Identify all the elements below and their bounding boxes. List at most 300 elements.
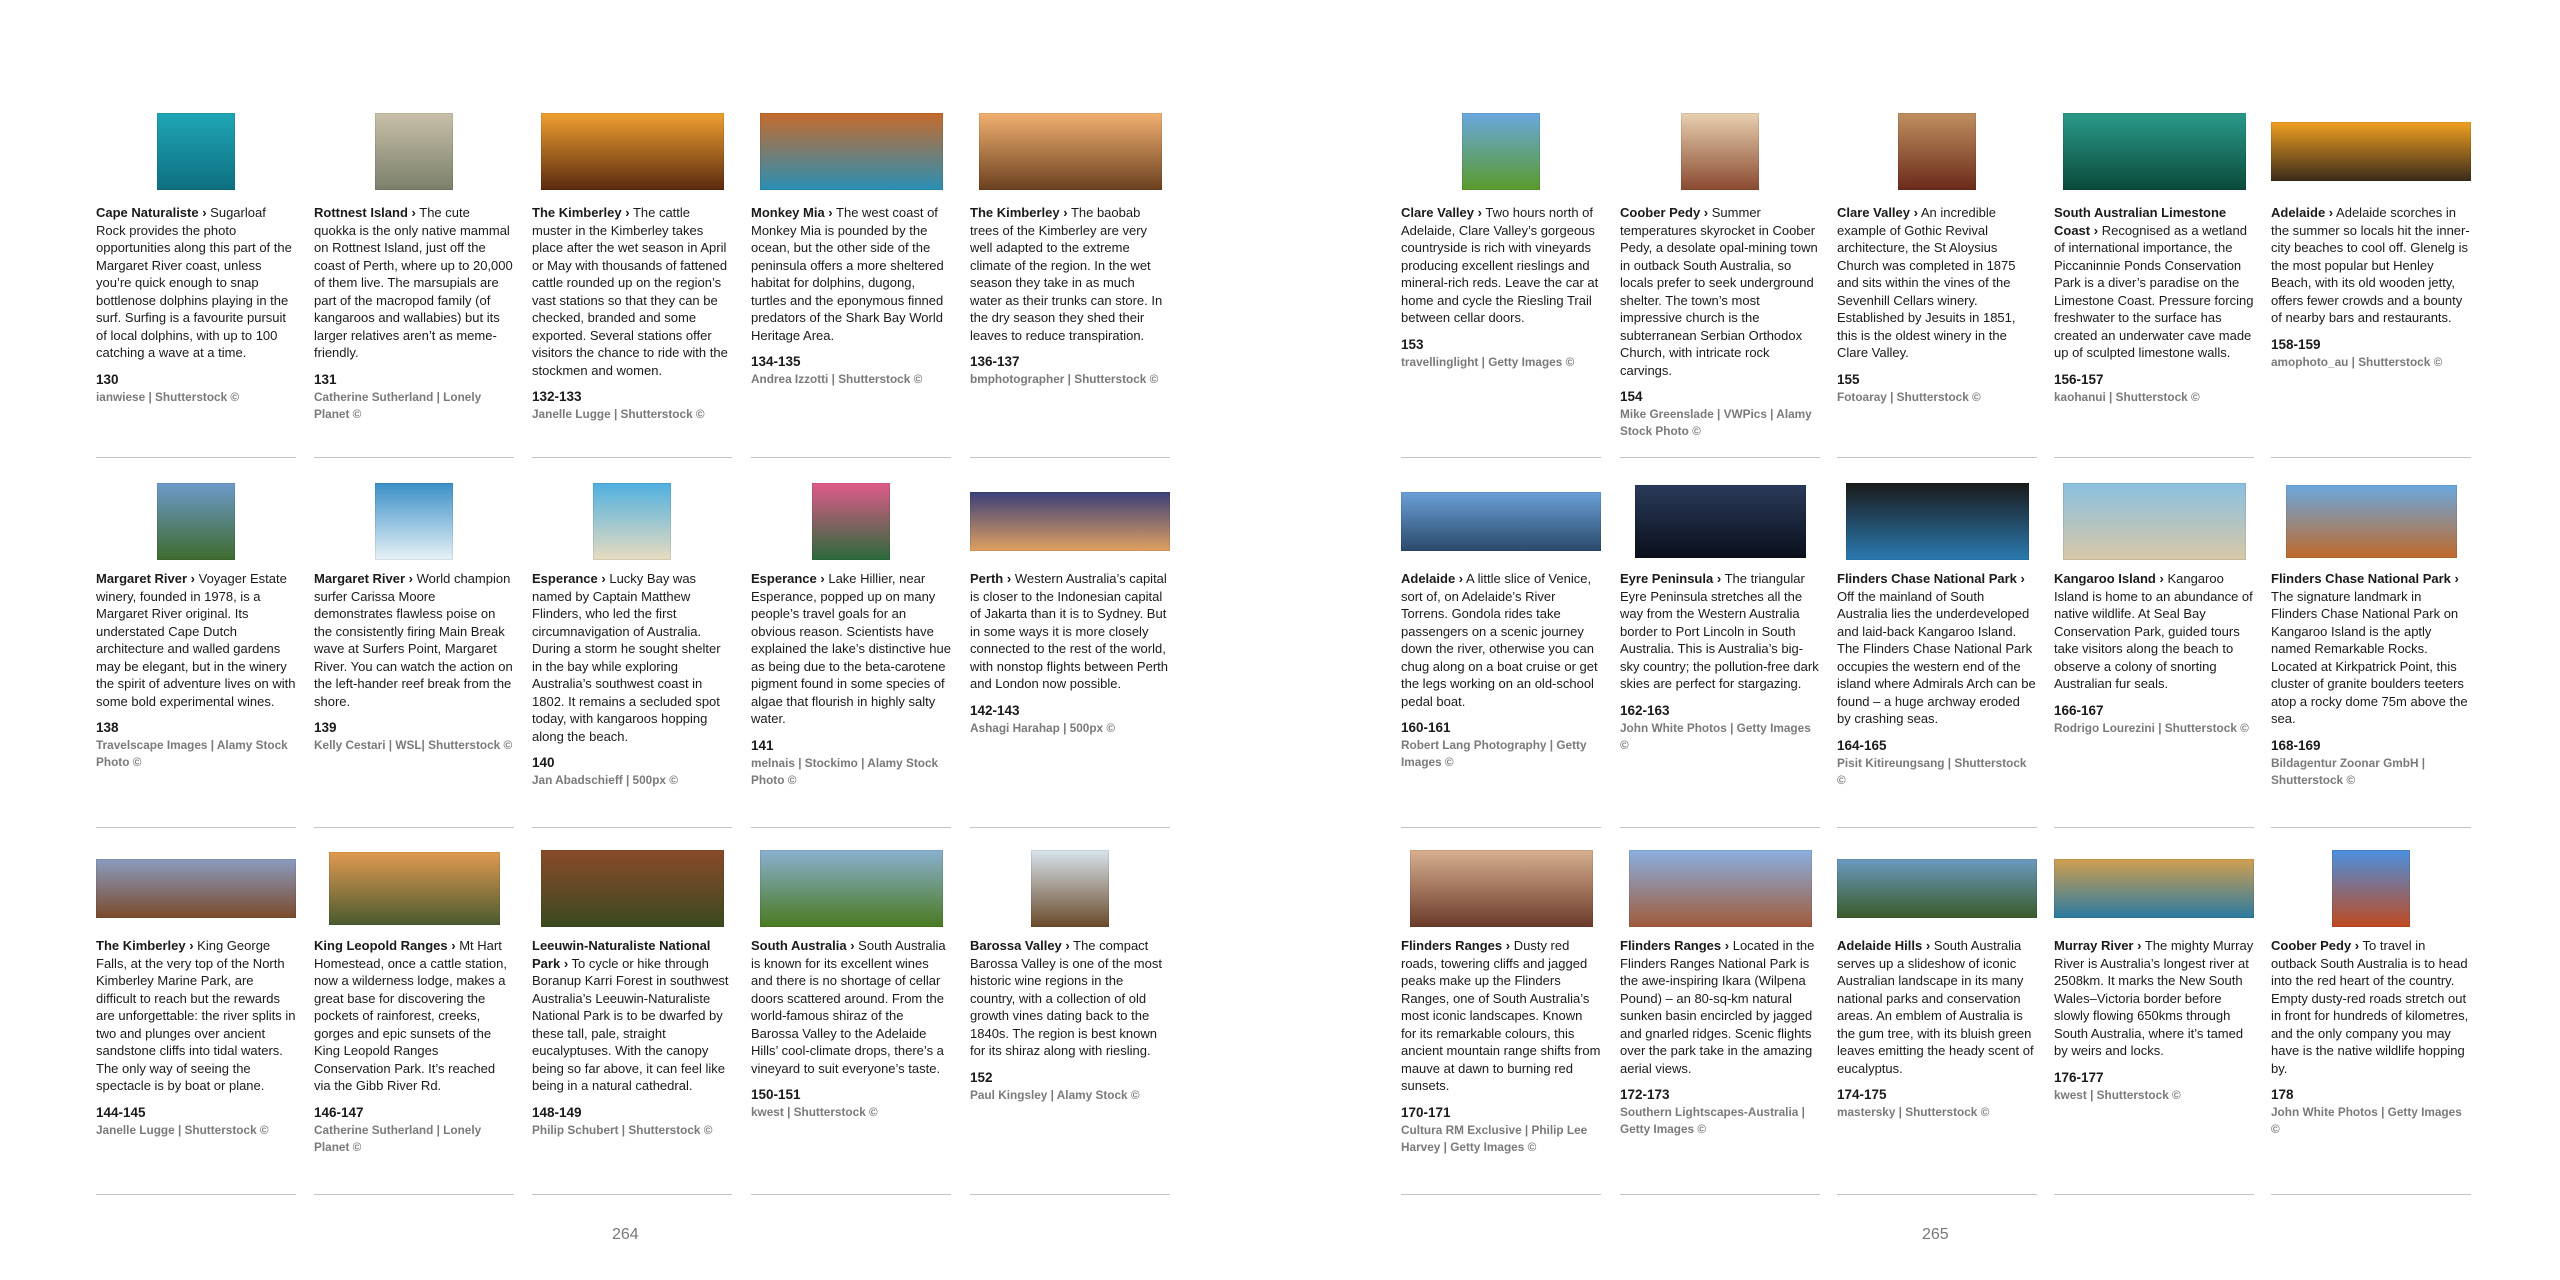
caption [96, 570, 296, 771]
photo-credit: kaohanui | Shutterstock © [2054, 389, 2200, 404]
divider [532, 1194, 732, 1195]
location-title: Esperance [751, 571, 817, 586]
credit-entry [751, 108, 951, 458]
thumbnail-photo [1635, 485, 1806, 558]
caption-text: To travel in outback South Australia is to head into the red heart of the country. Empty dusty-red roads stretch out in front for hundreds of kilometres, and the only company you may have is the native wildlife hopping by. [2271, 938, 2469, 1076]
separator-chevron-icon: › [1003, 571, 1012, 586]
caption-body [532, 204, 732, 379]
page-reference: 172-173 [1620, 1087, 1670, 1102]
thumbnail-frame [1837, 108, 2037, 194]
caption-body [1401, 204, 1601, 327]
caption-body [314, 937, 514, 1095]
separator-chevron-icon: › [1910, 205, 1918, 220]
photo-credit: Bildagentur Zoonar GmbH | Shutterstock © [2271, 755, 2426, 787]
separator-chevron-icon: › [185, 938, 194, 953]
page-reference: 170-171 [1401, 1104, 1451, 1120]
separator-chevron-icon: › [2450, 571, 2459, 586]
caption-text: Summer temperatures skyrocket in Coober Pedy, a desolate opal-mining town in outback South Australia, so locals prefer to seek underground shelter. The town’s most impressive church is the subterranean Serbian Orthodox Church, with intricate rock carvings. [1620, 205, 1818, 378]
thumbnail-photo [157, 113, 235, 190]
credit-entry [2054, 845, 2254, 1195]
location-title: The Kimberley [96, 938, 186, 953]
page-reference: 166-167 [2054, 702, 2104, 718]
credit-entry [1620, 845, 1820, 1195]
thumbnail-frame [314, 108, 514, 194]
divider [970, 457, 1170, 458]
photo-credit: kwest | Shutterstock © [2054, 1087, 2181, 1102]
photo-credit: bmphotographer | Shutterstock © [970, 372, 1159, 386]
photo-credit: Fotoaray | Shutterstock © [1837, 389, 1981, 404]
separator-chevron-icon: › [2351, 938, 2360, 953]
divider [751, 827, 951, 828]
photo-credit: Janelle Lugge | Shutterstock © [96, 1122, 269, 1137]
thumbnail-photo [1629, 850, 1812, 927]
caption [970, 570, 1170, 737]
photo-credit: Kelly Cestari | WSL| Shutterstock © [314, 738, 513, 752]
credit-entry [970, 478, 1170, 828]
divider [532, 827, 732, 828]
thumbnail-photo [541, 850, 724, 927]
thumbnail-photo [2332, 850, 2410, 927]
thumbnail-photo [2063, 113, 2246, 190]
page-reference: 131 [314, 371, 337, 387]
caption-body [1620, 570, 1820, 693]
credit-entry [532, 108, 732, 458]
photo-credit: Ashagi Harahap | 500px © [970, 720, 1116, 735]
separator-chevron-icon: › [1059, 205, 1068, 220]
page-reference: 146-147 [314, 1104, 364, 1120]
caption-body [2271, 937, 2471, 1077]
location-title: Coober Pedy [2271, 938, 2352, 953]
separator-chevron-icon: › [597, 571, 606, 586]
caption-text: The west coast of Monkey Mia is pounded by the ocean, but the other side of the peninsula offers a more sheltered habitat for dolphins, dugong, turtles and the eponymous finned predators of the Shark Bay World Heritage Area. [751, 205, 944, 343]
thumbnail-frame [751, 478, 951, 564]
thumbnail-frame [1620, 108, 1820, 194]
thumbnail-frame [2271, 478, 2471, 564]
credit-entry [532, 845, 732, 1195]
caption-text: An incredible example of Gothic Revival architecture, the St Aloysius Church was completed in 1875 and sits within the vines of the Sevenhill Cellars winery. Established by Jesuits in 1851, this is the oldest winery in the Clare Valley. [1837, 205, 2016, 360]
photo-credit: Philip Schubert | Shutterstock © [532, 1122, 713, 1137]
caption-text: World champion surfer Carissa Moore demonstrates flawless poise on the consistently firing Main Break wave at Surfers Point, Margaret River. You can watch the action on the left-hander reef break from the shore. [314, 571, 513, 709]
caption-text: The cute quokka is the only native mammal on Rottnest Island, just off the coast of Perth, where up to 20,000 of them live. The marsupials are part of the macropod family (of kangaroos and wallabies) but its larger relatives aren’t as meme-friendly. [314, 205, 513, 360]
photo-credit: John White Photos | Getty Images © [1620, 720, 1811, 752]
photo-credit: melnais | Stockimo | Alamy Stock Photo © [751, 755, 939, 787]
separator-chevron-icon: › [407, 205, 416, 220]
page-reference: 144-145 [96, 1104, 146, 1120]
credit-entry [751, 845, 951, 1195]
caption [314, 570, 514, 754]
separator-chevron-icon: › [2155, 571, 2164, 586]
caption-text: The triangular Eyre Peninsula stretches all the way from the Western Australia border to Port Lincoln in South Australia. This is Australia’s big-sky country; the pollution-free dark skies are perfect for stargazing. [1620, 571, 1819, 691]
thumbnail-frame [1401, 478, 1601, 564]
divider [1837, 457, 2037, 458]
caption [532, 204, 732, 423]
thumbnail-photo [2286, 485, 2457, 558]
location-title: Coober Pedy [1620, 205, 1701, 220]
thumbnail-frame [532, 478, 732, 564]
divider [1620, 457, 1820, 458]
divider [970, 827, 1170, 828]
page-reference: 156-157 [2054, 371, 2104, 387]
thumbnail-frame [314, 478, 514, 564]
thumbnail-photo [375, 483, 453, 560]
caption-body [1401, 570, 1601, 710]
location-title: Flinders Chase National Park [2271, 571, 2451, 586]
caption-text: The mighty Murray River is Australia’s longest river at 2508km. It marks the New South Wales–Victoria border before slowly flowing 650kms through South Australia, where it’s tamed by weirs and locks. [2054, 938, 2254, 1058]
caption-text: The signature landmark in Flinders Chase National Park on Kangaroo Island is the aptly named Remarkable Rocks. Located at Kirkpatrick Point, this cluster of granite boulders teeters atop a rocky dome 75m above the sea. [2271, 588, 2468, 726]
separator-chevron-icon: › [2090, 222, 2099, 238]
caption-body [532, 937, 732, 1095]
thumbnail-frame [314, 845, 514, 931]
caption [2054, 204, 2254, 406]
photo-credit: Jan Abadschieff | 500px © [532, 773, 678, 787]
credit-entry [2271, 845, 2471, 1195]
location-title: The Kimberley [970, 205, 1060, 220]
photo-credit: John White Photos | Getty Images © [2271, 1105, 2462, 1136]
caption-text: The compact Barossa Valley is one of the most historic wine regions in the country, with a collection of old growth vines dating back to the 1840s. The region is best known for its shiraz along with riesling. [970, 938, 1162, 1058]
thumbnail-frame [96, 845, 296, 931]
caption-body [96, 204, 296, 362]
caption-body [2271, 204, 2471, 327]
thumbnail-frame [1620, 478, 1820, 564]
caption-text: Mt Hart Homestead, once a cattle station, now a wilderness lodge, makes a great base for discovering the pockets of rainforest, creeks, gorges and epic sunsets of the King Leopold Ranges Conservation Park. It’s reached via the Gibb River Rd. [314, 938, 507, 1093]
separator-chevron-icon: › [2325, 205, 2334, 220]
caption-body [96, 937, 296, 1095]
photo-credit: travellinglight | Getty Images © [1401, 354, 1575, 369]
caption-body [970, 937, 1170, 1060]
divider [1837, 827, 2037, 828]
thumbnail-photo [375, 113, 453, 190]
caption [1620, 570, 1820, 754]
location-title: Flinders Chase National Park [1837, 571, 2017, 586]
caption-text: Recognised as a wetland of international importance, the Piccaninnie Ponds Conservation Park is a diver’s paradise on the Limestone Coast. Pressure forcing freshwater to the surface has created an underwater cave made up of sculpted limestone walls. [2054, 222, 2254, 360]
credit-entry [314, 845, 514, 1195]
caption [970, 204, 1170, 388]
page-reference: 178 [2271, 1087, 2294, 1102]
location-title: Adelaide [1401, 571, 1456, 586]
caption-body [970, 570, 1170, 693]
caption-text: Voyager Estate winery, founded in 1978, is a Margaret River original. Its understated Cape Dutch architecture and walled gardens may be elegant, but in the winery the spirit of adventure lives on with some bold experimental wines. [96, 571, 296, 709]
page-reference: 140 [532, 755, 555, 770]
page-reference: 136-137 [970, 354, 1020, 369]
credit-entry [2271, 478, 2471, 828]
page-reference: 152 [970, 1069, 993, 1085]
separator-chevron-icon: › [2133, 938, 2142, 953]
location-title: Rottnest Island [314, 205, 408, 220]
separator-chevron-icon: › [447, 938, 456, 953]
photo-credit: Janelle Lugge | Shutterstock © [532, 407, 705, 421]
credit-entry [2054, 108, 2254, 458]
page-reference: 155 [1837, 371, 1860, 387]
photo-credit: Rodrigo Lourezini | Shutterstock © [2054, 720, 2249, 735]
page-reference: 139 [314, 720, 337, 735]
page-number: 264 [612, 1226, 639, 1243]
caption [532, 570, 732, 789]
location-title: King Leopold Ranges [314, 938, 448, 953]
thumbnail-frame [1401, 108, 1601, 194]
caption-text: Lucky Bay was named by Captain Matthew Flinders, who led the first circumnavigation of Australia. During a storm he sought shelter in the bay while exploring Australia’s southwest coast in 1802. It remains a secluded spot today, with kangaroos hopping along the beach. [532, 571, 721, 744]
separator-chevron-icon: › [1700, 205, 1709, 220]
photo-credit: Robert Lang Photography | Getty Images © [1401, 738, 1587, 769]
caption [1401, 937, 1601, 1156]
credit-entry [751, 478, 951, 828]
thumbnail-photo [1681, 113, 1759, 190]
page-reference: 168-169 [2271, 737, 2321, 753]
divider [314, 1194, 514, 1195]
caption [1837, 570, 2037, 789]
photo-credit: Southern Lightscapes-Australia | Getty Images © [1620, 1105, 1805, 1136]
photo-credit: Cultura RM Exclusive | Philip Lee Harvey | Getty Images © [1401, 1122, 1588, 1154]
caption-body [532, 570, 732, 745]
page-reference: 164-165 [1837, 737, 1887, 753]
caption [1401, 204, 1601, 371]
caption [96, 204, 296, 406]
credit-entry [314, 478, 514, 828]
credit-entry [1837, 108, 2037, 458]
separator-chevron-icon: › [1061, 938, 1070, 953]
divider [970, 1194, 1170, 1195]
divider [1401, 827, 1601, 828]
caption [1401, 570, 1601, 771]
location-title: Adelaide [2271, 205, 2326, 220]
page-reference: 150-151 [751, 1087, 801, 1102]
caption [2271, 570, 2471, 789]
divider [2271, 1194, 2471, 1195]
thumbnail-frame [970, 845, 1170, 931]
thumbnail-frame [1837, 845, 2037, 931]
separator-chevron-icon: › [560, 955, 569, 971]
thumbnail-photo [1837, 859, 2037, 918]
thumbnail-frame [96, 478, 296, 564]
thumbnail-frame [1837, 478, 2037, 564]
caption [2271, 937, 2471, 1138]
thumbnail-photo [157, 483, 235, 560]
divider [314, 457, 514, 458]
thumbnail-photo [1846, 483, 2029, 560]
divider [2271, 457, 2471, 458]
page-reference: 142-143 [970, 702, 1020, 718]
thumbnail-frame [751, 845, 951, 931]
caption-text: Two hours north of Adelaide, Clare Valley’s gorgeous countryside is rich with vineyards producing excellent rieslings and mineral-rich reds. Leave the car at home and cycle the Riesling Trail between cellar doors. [1401, 205, 1599, 325]
divider [96, 827, 296, 828]
caption-body [314, 570, 514, 710]
page-number: 265 [1922, 1226, 1949, 1243]
location-title: South Australian Limestone Coast [2054, 205, 2227, 238]
divider [532, 457, 732, 458]
thumbnail-frame [532, 108, 732, 194]
location-title: Perth [970, 571, 1004, 586]
photo-credit: Catherine Sutherland | Lonely Planet © [314, 389, 482, 421]
divider [2271, 827, 2471, 828]
caption-text: King George Falls, at the very top of the North Kimberley Marine Park, are difficult to reach but the rewards are unforgettable: the river splits in two and plunges over ancient sandstone cliffs into tidal waters. The only way of seeing the spectacle is by boat or plane. [96, 938, 296, 1093]
caption-body [1620, 937, 1820, 1077]
caption [532, 937, 732, 1139]
credit-entry [2271, 108, 2471, 458]
credit-entry [314, 108, 514, 458]
location-title: Flinders Ranges [1620, 938, 1722, 953]
divider [751, 457, 951, 458]
caption [2054, 570, 2254, 737]
credit-entry [96, 108, 296, 458]
separator-chevron-icon: › [1713, 571, 1722, 586]
caption-text: Dusty red roads, towering cliffs and jagged peaks make up the Flinders Ranges, one of South Australia’s most iconic landscapes. Known for its remarkable colours, this ancient mountain range shifts from mauve at dawn to burning red sunsets. [1401, 938, 1601, 1093]
separator-chevron-icon: › [1721, 938, 1730, 953]
thumbnail-frame [2054, 478, 2254, 564]
divider [1401, 1194, 1601, 1195]
thumbnail-frame [2054, 845, 2254, 931]
credit-entry [1620, 108, 1820, 458]
thumbnail-frame [2271, 108, 2471, 194]
caption-body [1837, 204, 2037, 362]
location-title: The Kimberley [532, 205, 622, 220]
thumbnail-photo [329, 852, 500, 925]
caption-text: South Australia is known for its excellent wines and there is no shortage of cellar doors scattered around. From the world-famous shiraz of the Barossa Valley to the Adelaide Hills’ cool-climate drops, there’s a vineyard to suit everyone’s taste. [751, 938, 946, 1076]
caption-body [970, 204, 1170, 344]
location-title: Leeuwin-Naturaliste National Park [532, 938, 711, 971]
photo-credit: ianwiese | Shutterstock © [96, 389, 240, 404]
divider [2054, 457, 2254, 458]
thumbnail-photo [970, 492, 1170, 551]
location-title: Clare Valley [1837, 205, 1910, 220]
separator-chevron-icon: › [198, 205, 207, 220]
caption [751, 937, 951, 1121]
credit-entry [1401, 108, 1601, 458]
thumbnail-photo [1401, 492, 1601, 551]
separator-chevron-icon: › [2016, 571, 2025, 586]
thumbnail-photo [760, 113, 943, 190]
thumbnail-frame [751, 108, 951, 194]
caption-body [1401, 937, 1601, 1095]
page-reference: 134-135 [751, 354, 801, 369]
separator-chevron-icon: › [405, 571, 413, 586]
separator-chevron-icon: › [824, 205, 833, 220]
divider [96, 1194, 296, 1195]
location-title: South Australia [751, 938, 847, 953]
caption [96, 937, 296, 1139]
thumbnail-photo [541, 113, 724, 190]
credit-entry [970, 845, 1170, 1195]
photo-credit: Andrea Izzotti | Shutterstock © [751, 372, 923, 386]
thumbnail-frame [532, 845, 732, 931]
caption [1620, 204, 1820, 440]
credit-entry [1401, 478, 1601, 828]
caption [2054, 937, 2254, 1104]
caption [314, 937, 514, 1156]
page-reference: 132-133 [532, 389, 582, 404]
thumbnail-photo [2054, 859, 2254, 918]
credit-entry [1620, 478, 1820, 828]
caption-text: Off the mainland of South Australia lies the underdeveloped and laid-back Kangaroo Island. The Flinders Chase National Park occupies the western end of the island where Admirals Arch can be found – a huge archway eroded by crashing seas. [1837, 588, 2036, 726]
page-reference: 153 [1401, 336, 1424, 352]
thumbnail-photo [1031, 850, 1109, 927]
location-title: Monkey Mia [751, 205, 825, 220]
page-reference: 148-149 [532, 1104, 582, 1120]
location-title: Murray River [2054, 938, 2134, 953]
location-title: Margaret River [96, 571, 188, 586]
thumbnail-photo [1410, 850, 1593, 927]
location-title: Clare Valley [1401, 205, 1474, 220]
credit-entry [2054, 478, 2254, 828]
location-title: Adelaide Hills [1837, 938, 1923, 953]
caption-body [96, 570, 296, 710]
photo-credit: Mike Greenslade | VWPics | Alamy Stock Photo © [1620, 407, 1812, 438]
caption-body [2054, 937, 2254, 1060]
caption-text: The cattle muster in the Kimberley takes place after the wet season in April or May with thousands of fattened cattle rounded up on the region’s vast stations so that they can be checked, branded and some exported. Several stations offer visitors the chance to ride with the stockmen and women. [532, 205, 728, 378]
thumbnail-frame [970, 478, 1170, 564]
thumbnail-photo [2063, 483, 2246, 560]
thumbnail-photo [812, 483, 890, 560]
photo-credit: Pisit Kitireungsang | Shutterstock © [1837, 755, 2027, 787]
caption [751, 204, 951, 388]
caption-text: Sugarloaf Rock provides the photo opportunities along this part of the Margaret River coast, unless you’re quick enough to snap bottlenose dolphins playing in the surf. Surfing is a favourite pursuit of local dolphins, with up to 100 catching a wave at a time. [96, 205, 292, 360]
location-title: Margaret River [314, 571, 406, 586]
separator-chevron-icon: › [1502, 938, 1511, 953]
caption [970, 937, 1170, 1104]
caption-body [2054, 570, 2254, 693]
page-reference: 138 [96, 720, 119, 735]
photo-credit: amophoto_au | Shutterstock © [2271, 354, 2443, 369]
page-reference: 176-177 [2054, 1069, 2104, 1085]
location-title: Eyre Peninsula [1620, 571, 1714, 586]
thumbnail-photo [760, 850, 943, 927]
photo-credit: Travelscape Images | Alamy Stock Photo © [96, 738, 288, 769]
caption [751, 570, 951, 789]
caption [1620, 937, 1820, 1138]
separator-chevron-icon: › [846, 938, 855, 953]
credit-entry [970, 108, 1170, 458]
thumbnail-photo [593, 483, 671, 560]
thumbnail-frame [1401, 845, 1601, 931]
divider [2054, 827, 2254, 828]
location-title: Cape Naturaliste [96, 205, 199, 220]
thumbnail-frame [2054, 108, 2254, 194]
photo-credit: Catherine Sutherland | Lonely Planet © [314, 1122, 482, 1154]
thumbnail-photo [1462, 113, 1540, 190]
caption [1837, 204, 2037, 406]
location-title: Flinders Ranges [1401, 938, 1503, 953]
credit-entry [1401, 845, 1601, 1195]
thumbnail-photo [979, 113, 1162, 190]
caption-body [751, 570, 951, 728]
separator-chevron-icon: › [1455, 571, 1464, 586]
caption-text: Western Australia’s capital is closer to the Indonesian capital of Jakarta than it is to Sydney. But in some ways it is more closely connected to the rest of the world, with nonstop flights between Perth and London now possible. [970, 571, 1169, 691]
divider [751, 1194, 951, 1195]
thumbnail-photo [1898, 113, 1976, 190]
caption-text: To cycle or hike through Boranup Karri Forest in southwest Australia’s Leeuwin-Naturaliste National Park is to be dwarfed by these tall, pale, straight eucalyptuses. With the canopy being so far above, it can feel like being in a natural cathedral. [532, 955, 729, 1093]
thumbnail-frame [2271, 845, 2471, 931]
location-title: Kangaroo Island [2054, 571, 2156, 586]
photo-credit: mastersky | Shutterstock © [1837, 1105, 1990, 1119]
thumbnail-photo [2271, 122, 2471, 181]
caption-body [1620, 204, 1820, 379]
separator-chevron-icon: › [816, 571, 825, 586]
credit-entry [96, 845, 296, 1195]
page-reference: 158-159 [2271, 336, 2321, 352]
caption-text: Located in the Flinders Ranges National Park is the awe-inspiring Ikara (Wilpena Pound) – an 80-sq-km natural sunken basin encircled by jagged and gnarled ridges. Scenic flights over the park take in the amazing aerial views. [1620, 938, 1815, 1076]
photo-credit: kwest | Shutterstock © [751, 1105, 878, 1119]
caption-body [1837, 570, 2037, 728]
photo-credit: Paul Kingsley | Alamy Stock © [970, 1087, 1140, 1102]
caption-body [751, 204, 951, 344]
caption-body [2054, 204, 2254, 362]
divider [1620, 1194, 1820, 1195]
separator-chevron-icon: › [1474, 205, 1482, 220]
divider [2054, 1194, 2254, 1195]
divider [96, 457, 296, 458]
divider [1620, 827, 1820, 828]
credit-entry [532, 478, 732, 828]
credit-entry [1837, 845, 2037, 1195]
caption [2271, 204, 2471, 371]
